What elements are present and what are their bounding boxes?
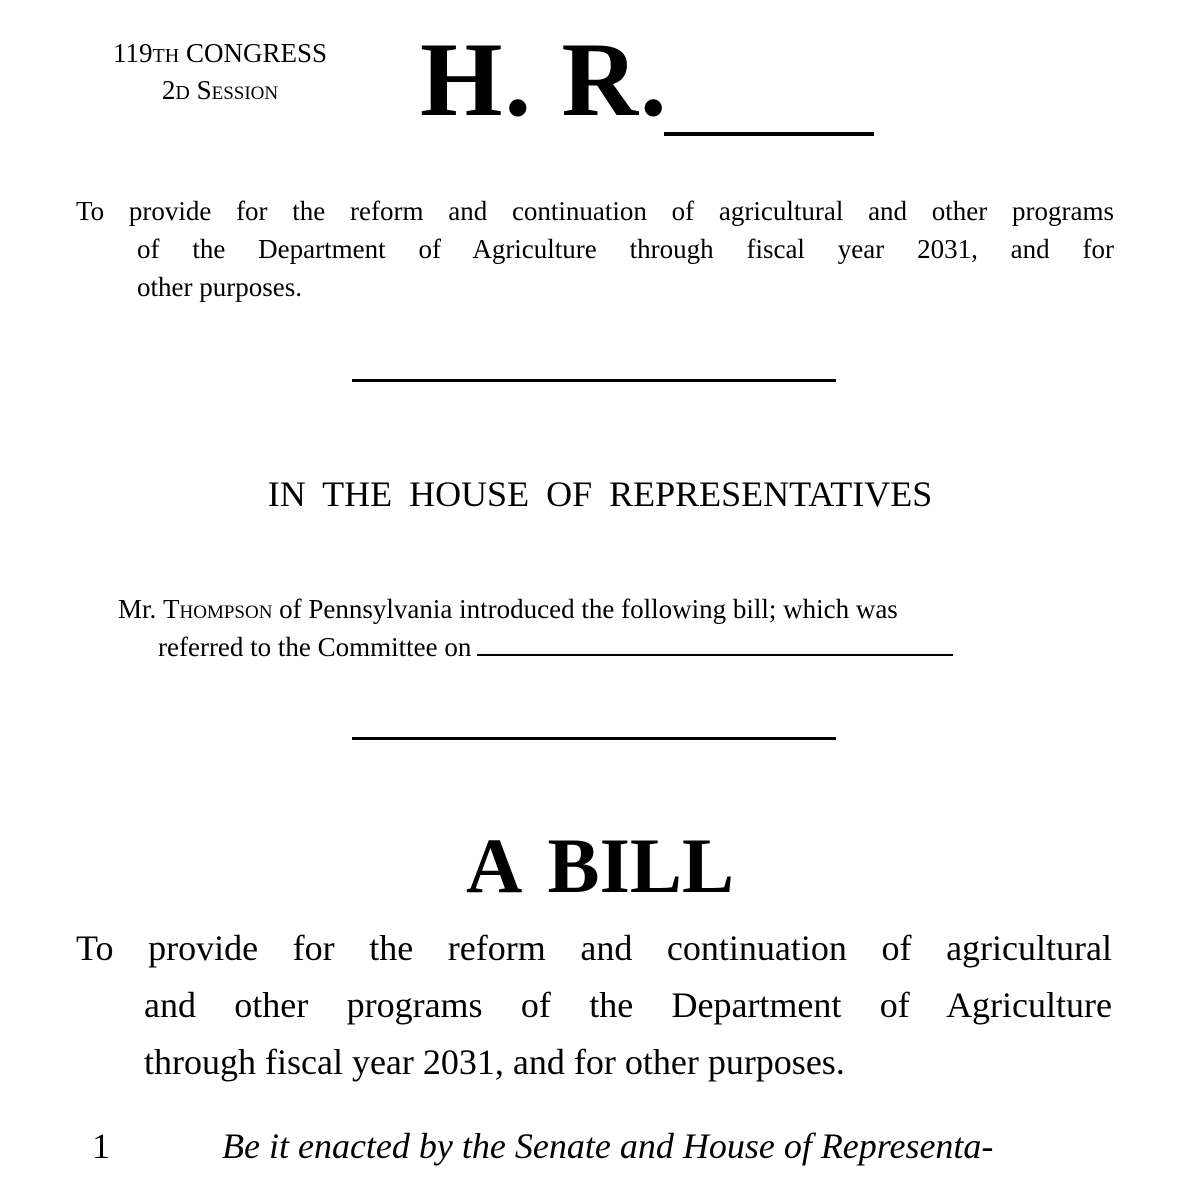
introduction-statement: [118, 590, 1078, 666]
chamber-heading: IN THE HOUSE OF REPRESENTATIVES: [267, 474, 933, 514]
congress-word: CONGRESS: [185, 38, 327, 68]
long-title-line-2: and other programs of the Department of Agriculture: [144, 985, 1112, 1025]
long-title: [76, 920, 1112, 1091]
divider-rule-bottom: [352, 737, 836, 740]
line-number: 1: [92, 1126, 110, 1166]
bill-number-blank: [664, 132, 874, 136]
session-number: 2: [161, 75, 176, 105]
introduction-line-1-rest: of Pennsylvania introduced the following bill; which was: [279, 594, 898, 624]
divider-rule-top: [352, 379, 836, 382]
introduction-line-2: [118, 628, 1078, 666]
congress-suffix: TH: [152, 45, 180, 67]
session-word: Session: [196, 75, 279, 105]
congress-number: 119: [113, 38, 153, 68]
short-title-line-1: To provide for the reform and continuation of agricultural and other programs: [76, 196, 1114, 226]
introduction-line-1: [118, 590, 1078, 628]
bill-label: A BILL: [466, 822, 734, 909]
sponsor-name: Thompson: [163, 594, 273, 624]
committee-blank: [477, 628, 953, 656]
enacting-clause: [92, 1120, 1132, 1172]
congress-line: [60, 36, 380, 73]
short-title: [76, 192, 1114, 306]
session-suffix: D: [175, 82, 190, 104]
long-title-line-3: through fiscal year 2031, and for other purposes.: [144, 1042, 845, 1082]
session-line: [60, 73, 380, 110]
enacting-clause-text: Be it enacted by the Senate and House of Representa-: [222, 1126, 994, 1166]
short-title-line-2: of the Department of Agriculture through fiscal year 2031, and for: [137, 234, 1114, 264]
sponsor-title: Mr.: [118, 594, 157, 624]
bill-number-prefix: H. R.: [420, 21, 669, 138]
short-title-line-3: other purposes.: [137, 272, 302, 302]
committee-referral-text: referred to the Committee on: [158, 632, 472, 662]
long-title-line-1: To provide for the reform and continuation of agricultural: [76, 928, 1112, 968]
congress-session-block: [60, 36, 380, 110]
